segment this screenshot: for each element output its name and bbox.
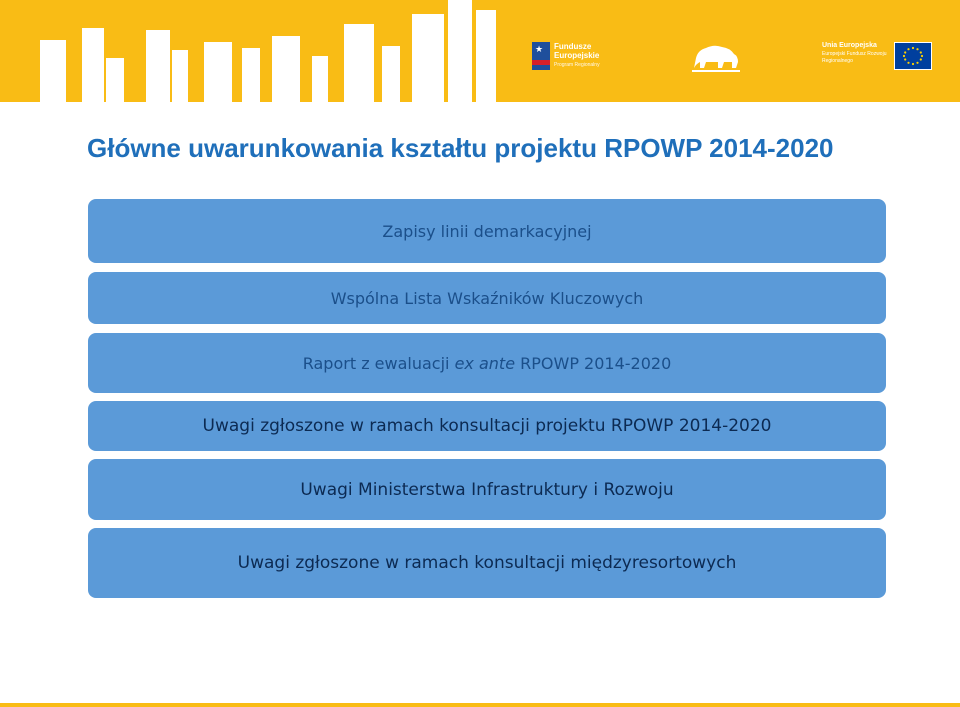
decorative-shape (448, 0, 472, 102)
header-band (0, 0, 960, 102)
decorative-shape (146, 30, 170, 102)
list-item-text-post: RPOWP 2014-2020 (515, 353, 672, 373)
decorative-shape (40, 40, 66, 102)
eu-flag-icon (894, 42, 932, 70)
decorative-shape (412, 14, 444, 102)
decorative-shape (106, 58, 124, 102)
list-item: Uwagi zgłoszone w ramach konsultacji projektu RPOWP 2014-2020 (88, 401, 886, 451)
decorative-shape (82, 28, 104, 102)
funds-logo-line1: Fundusze (554, 42, 592, 51)
list-item (88, 333, 886, 393)
decorative-shape (382, 46, 400, 102)
decorative-shape (204, 42, 232, 102)
list-item: Wspólna Lista Wskaźników Kluczowych (88, 272, 886, 324)
eu-logo-title: Unia Europejska (822, 42, 877, 49)
list-item-text-emphasis: ex ante (454, 353, 516, 373)
eu-logo (822, 42, 932, 72)
funds-logo-line2: Europejskie (554, 51, 600, 60)
decorative-shape (312, 56, 328, 102)
eu-funds-flag-icon: ★ (532, 42, 550, 70)
list-item: Uwagi Ministerstwa Infrastruktury i Rozwoju (88, 459, 886, 520)
decorative-shape (172, 50, 188, 102)
region-logo (688, 38, 744, 74)
slide-title: Główne uwarunkowania kształtu projektu RPOWP 2014-2020 (87, 133, 834, 163)
eu-funds-logo (532, 42, 614, 72)
eu-logo-sub: Europejski Fundusz Rozwoju Regionalnego (822, 51, 887, 64)
list-item-text-pre: Raport z ewaluacji (302, 353, 455, 373)
funds-logo-sub: Program Regionalny (554, 62, 600, 68)
list-item: Uwagi zgłoszone w ramach konsultacji międzyresortowych (88, 528, 886, 598)
decorative-shape (476, 10, 496, 102)
bison-icon (688, 38, 744, 74)
decorative-shape (344, 24, 374, 102)
decorative-shape (272, 36, 300, 102)
list-item: Zapisy linii demarkacyjnej (88, 199, 886, 263)
bottom-divider (0, 703, 960, 707)
decorative-shape (242, 48, 260, 102)
